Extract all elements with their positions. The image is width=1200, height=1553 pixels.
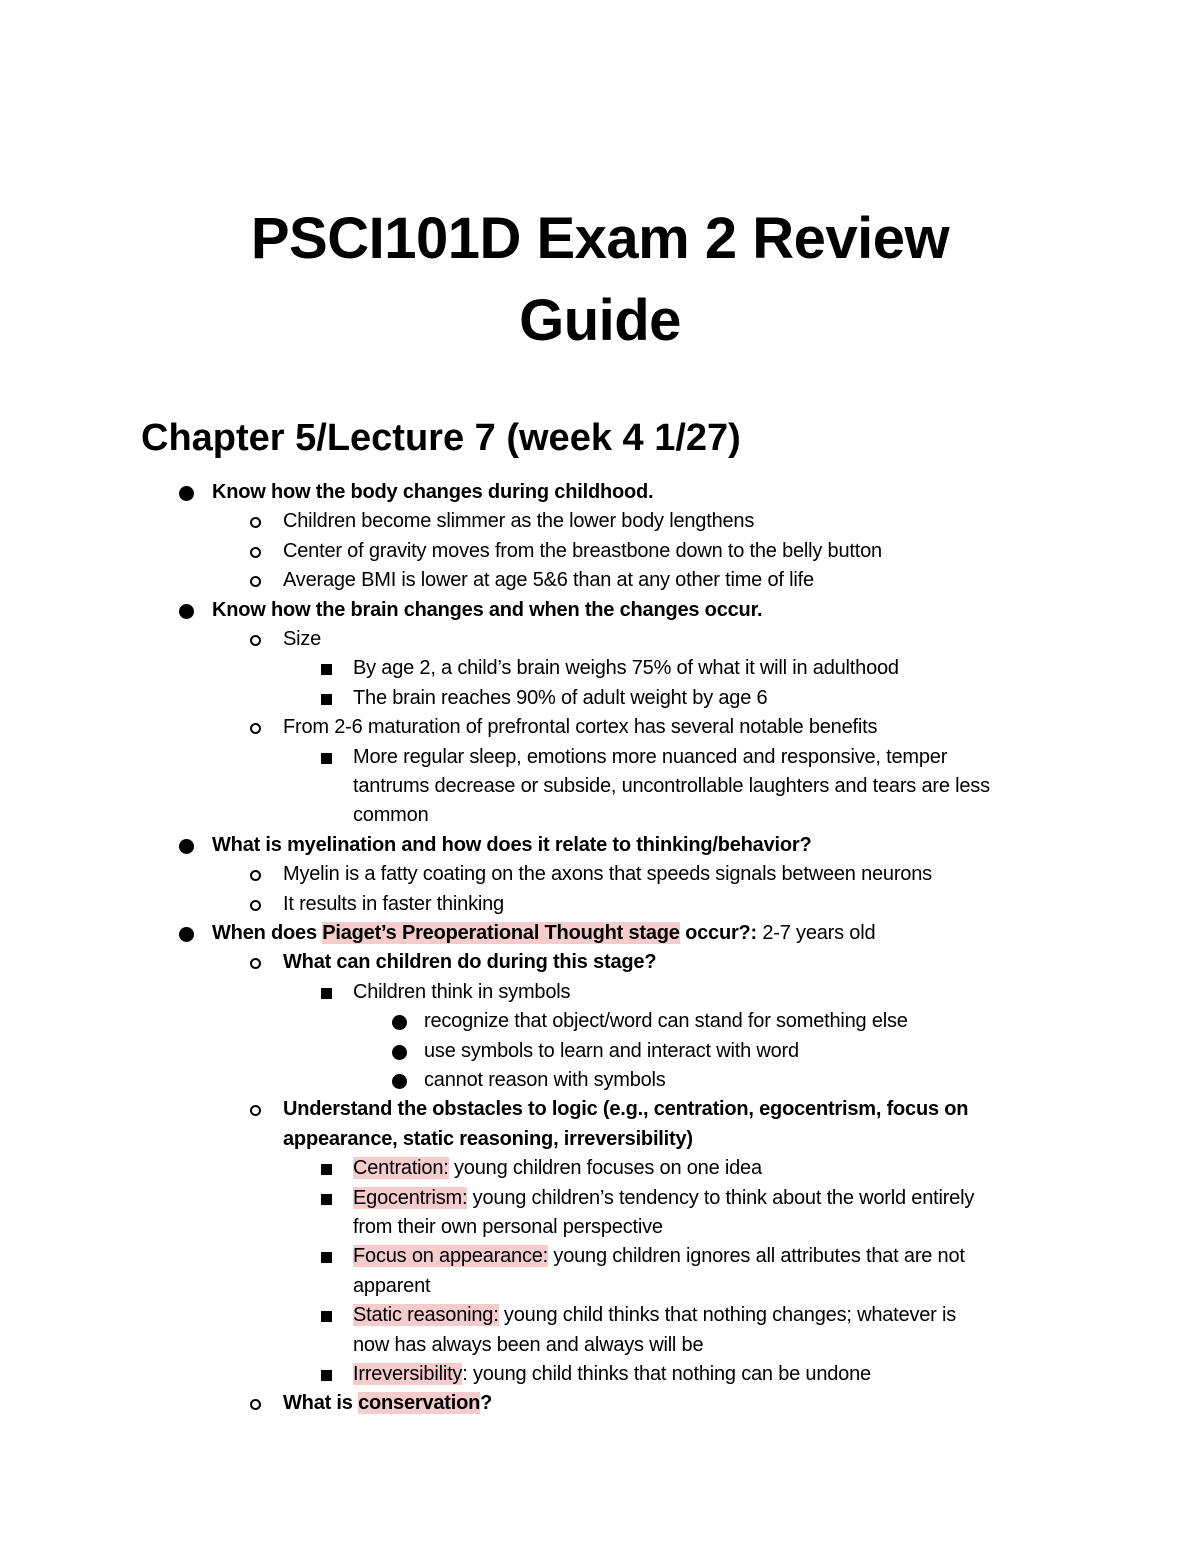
bullet-circle-icon — [250, 870, 261, 881]
bullet-circle-icon — [250, 1105, 261, 1116]
item-text: Children become slimmer as the lower body lengthens — [283, 510, 755, 532]
outline-item-level-4 — [424, 1066, 666, 1095]
item-text: appearance, static reasoning, irreversibility) — [283, 1128, 693, 1150]
bullet-square-icon — [321, 1370, 332, 1381]
title-line-1: PSCI101D Exam 2 Review — [250, 206, 950, 271]
outline-item-level-3 — [353, 1184, 974, 1213]
item-text: Know how the brain changes and when the changes occur. — [212, 599, 763, 621]
bullet-disc-icon — [179, 927, 194, 942]
item-text: young child thinks that nothing changes; whatever is — [498, 1304, 957, 1326]
outline-item-level-2 — [283, 537, 882, 566]
item-text: What can children do during this stage? — [283, 951, 657, 973]
bullet-square-icon — [321, 1194, 332, 1205]
highlighted-term: Egocentrism: — [353, 1187, 468, 1209]
outline-item-level-3 — [353, 654, 899, 683]
bullet-circle-icon — [250, 576, 261, 587]
item-text: now has always been and always will be — [353, 1334, 704, 1356]
item-text: from their own personal perspective — [353, 1216, 663, 1238]
outline-item-level-2 — [283, 1125, 693, 1154]
highlighted-term: conservation — [358, 1392, 481, 1414]
outline-item-level-3 — [353, 1272, 430, 1301]
item-text: More regular sleep, emotions more nuanced and responsive, temper — [353, 746, 948, 768]
item-text: Average BMI is lower at age 5&6 than at any other time of life — [283, 569, 814, 591]
outline-item-level-3 — [353, 743, 947, 772]
item-text: What is myelination and how does it relate to thinking/behavior? — [212, 834, 812, 856]
outline-item-level-2 — [283, 713, 877, 742]
bullet-circle-icon — [250, 958, 261, 969]
bullet-square-icon — [321, 1311, 332, 1322]
item-text: young children focuses on one idea — [448, 1157, 762, 1179]
outline-item-level-4 — [424, 1007, 908, 1036]
outline-item-level-3 — [353, 1154, 762, 1183]
item-text: Myelin is a fatty coating on the axons that speeds signals between neurons — [283, 863, 932, 885]
item-text: occur?: — [679, 922, 758, 944]
item-text: : young child thinks that nothing can be undone — [462, 1363, 871, 1385]
item-text: young children’s tendency to think about the world entirely — [467, 1187, 975, 1209]
outline-item-level-2 — [283, 1389, 492, 1418]
bullet-circle-icon — [250, 723, 261, 734]
bullet-square-icon — [321, 1164, 332, 1175]
highlighted-term: Piaget’s Preoperational Thought stage — [322, 922, 680, 944]
item-text: The brain reaches 90% of adult weight by age 6 — [353, 687, 768, 709]
item-text: apparent — [353, 1275, 431, 1297]
bullet-circle-icon — [250, 635, 261, 646]
item-text: Know how the body changes during childhood. — [212, 481, 654, 503]
outline-item-level-3 — [353, 1331, 703, 1360]
outline-item-level-3 — [353, 978, 570, 1007]
outline-item-level-2 — [283, 948, 656, 977]
bullet-disc-icon — [392, 1015, 407, 1030]
bullet-disc-icon — [392, 1045, 407, 1060]
item-text: Understand the obstacles to logic (e.g., centration, egocentrism, focus on — [283, 1098, 969, 1120]
item-text: By age 2, a child’s brain weighs 75% of what it will in adulthood — [353, 657, 899, 679]
item-text: 2-7 years old — [757, 922, 876, 944]
chapter-heading: Chapter 5/Lecture 7 (week 4 1/27) — [141, 417, 741, 459]
item-text: recognize that object/word can stand for something else — [424, 1010, 908, 1032]
item-text: What is — [283, 1392, 359, 1414]
bullet-circle-icon — [250, 1399, 261, 1410]
item-text: When does — [212, 922, 323, 944]
document-title — [150, 198, 1050, 362]
highlighted-term: Static reasoning: — [353, 1304, 499, 1326]
outline-item-level-2 — [283, 507, 754, 536]
item-text: cannot reason with symbols — [424, 1069, 666, 1091]
item-text: use symbols to learn and interact with word — [424, 1040, 799, 1062]
bullet-disc-icon — [392, 1074, 407, 1089]
outline-item-level-2 — [283, 625, 321, 654]
outline-item-level-3 — [353, 1301, 956, 1330]
outline-item-level-2 — [283, 566, 814, 595]
bullet-disc-icon — [179, 839, 194, 854]
title-line-2: Guide — [519, 288, 681, 353]
item-text: young children ignores all attributes that are not — [548, 1245, 965, 1267]
outline-item-level-1 — [212, 478, 653, 507]
bullet-disc-icon — [179, 486, 194, 501]
outline-item-level-2 — [283, 1095, 968, 1124]
item-text: It results in faster thinking — [283, 893, 504, 915]
outline-item-level-3 — [353, 684, 767, 713]
bullet-circle-icon — [250, 547, 261, 558]
outline-item-level-3 — [353, 801, 429, 830]
bullet-circle-icon — [250, 517, 261, 528]
bullet-square-icon — [321, 664, 332, 675]
outline-item-level-2 — [283, 890, 504, 919]
outline-item-level-2 — [283, 860, 932, 889]
outline-item-level-1 — [212, 596, 762, 625]
highlighted-term: Focus on appearance: — [353, 1245, 549, 1267]
item-text: Children think in symbols — [353, 981, 571, 1003]
bullet-disc-icon — [179, 604, 194, 619]
item-text: ? — [480, 1392, 493, 1414]
item-text: Size — [283, 628, 322, 650]
item-text: From 2-6 maturation of prefrontal cortex has several notable benefits — [283, 716, 878, 738]
bullet-square-icon — [321, 1252, 332, 1263]
bullet-circle-icon — [250, 900, 261, 911]
highlighted-term: Irreversibility — [353, 1363, 463, 1385]
bullet-square-icon — [321, 694, 332, 705]
outline-item-level-1 — [212, 831, 812, 860]
item-text: common — [353, 804, 429, 826]
highlighted-term: Centration: — [353, 1157, 449, 1179]
outline-item-level-3 — [353, 1213, 663, 1242]
bullet-square-icon — [321, 753, 332, 764]
outline-item-level-4 — [424, 1037, 799, 1066]
outline-item-level-3 — [353, 772, 990, 801]
outline-item-level-3 — [353, 1360, 871, 1389]
item-text: Center of gravity moves from the breastbone down to the belly button — [283, 540, 882, 562]
outline-item-level-1 — [212, 919, 875, 948]
item-text: tantrums decrease or subside, uncontrollable laughters and tears are less — [353, 775, 990, 797]
bullet-square-icon — [321, 988, 332, 999]
outline-item-level-3 — [353, 1242, 965, 1271]
